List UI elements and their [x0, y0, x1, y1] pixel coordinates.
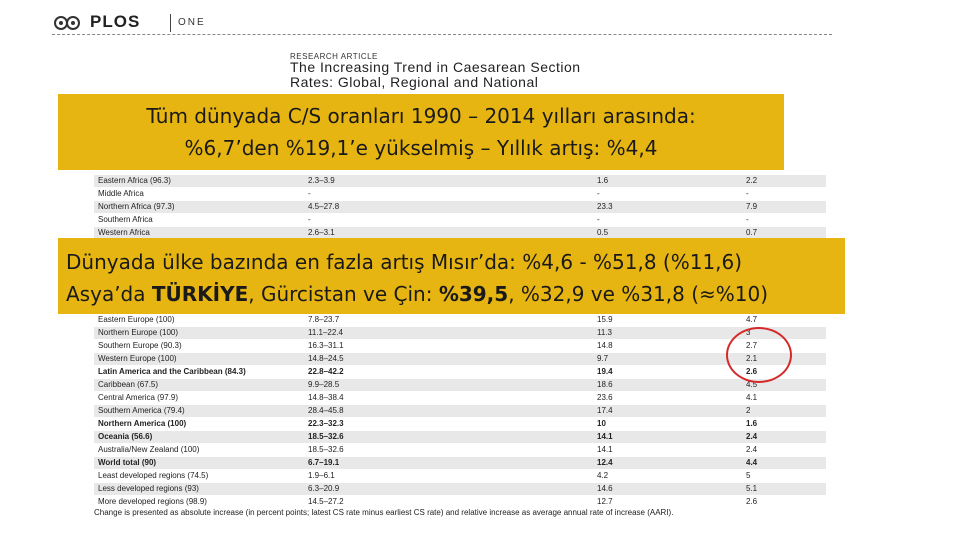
table-cell-region: More developed regions (98.9) — [98, 497, 207, 506]
table-row — [94, 201, 826, 213]
table-cell-range: 18.5–32.6 — [308, 445, 344, 454]
table-cell-aari: 2.4 — [746, 432, 758, 441]
table-cell-abs: 18.6 — [597, 380, 613, 389]
table-cell-abs: 19.4 — [597, 367, 613, 376]
journal-logo-text: PLOS — [90, 12, 141, 31]
table-cell-range: 28.4–45.8 — [308, 406, 344, 415]
table-cell-range: 18.5–32.6 — [308, 432, 344, 441]
banner-text: , %32,9 ve %31,8 (≈%10) — [508, 282, 769, 306]
summary-banner-country — [58, 238, 845, 314]
article-title — [290, 60, 820, 90]
banner-text: , Gürcistan ve Çin: — [248, 282, 439, 306]
table-row — [94, 379, 826, 391]
table-row — [94, 431, 826, 443]
table-cell-abs: 4.2 — [597, 471, 609, 480]
table-cell-region: Least developed regions (74.5) — [98, 471, 209, 480]
table-cell-abs: 14.8 — [597, 341, 613, 350]
table-cell-aari: - — [746, 189, 749, 198]
banner-line: Tüm dünyada C/S oranları 1990 – 2014 yılları arasında: — [146, 104, 696, 128]
table-cell-abs: 14.1 — [597, 445, 613, 454]
table-cell-abs: 23.6 — [597, 393, 613, 402]
logo-separator — [170, 14, 171, 32]
table-cell-abs: 15.9 — [597, 315, 613, 324]
table-cell-region: Northern Africa (97.3) — [98, 202, 175, 211]
table-cell-abs: - — [597, 215, 600, 224]
table-cell-range: 16.3–31.1 — [308, 341, 344, 350]
table-cell-aari: 7.9 — [746, 202, 758, 211]
table-cell-abs: 12.7 — [597, 497, 613, 506]
header-rule — [52, 34, 832, 35]
table-row — [94, 353, 826, 365]
table-cell-range: 14.5–27.2 — [308, 497, 344, 506]
table-cell-region: World total (90) — [98, 458, 157, 467]
table-cell-region: Caribbean (67.5) — [98, 380, 159, 389]
table-row — [94, 444, 826, 456]
table-cell-range: 14.8–38.4 — [308, 393, 344, 402]
table-cell-range: 6.3–20.9 — [308, 484, 340, 493]
banner-line: %6,7’den %19,1’e yükselmiş – Yıllık artış: %4,4 — [184, 136, 658, 160]
banner-emphasis-rate: %39,5 — [438, 282, 509, 306]
table-cell-range: 2.3–3.9 — [308, 176, 335, 185]
table-row — [94, 418, 826, 430]
table-cell-aari: 2.2 — [746, 176, 758, 185]
table-row — [94, 483, 826, 495]
table-cell-abs: 23.3 — [597, 202, 613, 211]
table-footnote: Change is presented as absolute increase (in percent points; latest CS rate minus earliest CS rate) and relative increase as average annual rate of increase (AARI). — [94, 508, 674, 517]
table-cell-abs: 14.1 — [597, 432, 613, 441]
table-cell-abs: 10 — [597, 419, 606, 428]
table-row — [94, 188, 826, 200]
table-row — [94, 366, 826, 378]
table-cell-aari: 5 — [746, 471, 751, 480]
table-cell-range: - — [308, 215, 311, 224]
table-cell-abs: 14.6 — [597, 484, 613, 493]
table-cell-range: 11.1–22.4 — [308, 328, 343, 337]
table-cell-aari: 4.5 — [746, 380, 758, 389]
table-cell-abs: 12.4 — [597, 458, 613, 467]
table-cell-aari: 2.4 — [746, 445, 758, 454]
table-cell-region: Australia/New Zealand (100) — [98, 445, 200, 454]
table-cell-range: 22.3–32.3 — [308, 419, 344, 428]
journal-header — [52, 8, 832, 36]
table-cell-range: - — [308, 189, 311, 198]
table-cell-aari: 1.6 — [746, 419, 758, 428]
table-cell-aari: 4.7 — [746, 315, 758, 324]
article-title-line: Rates: Global, Regional and National — [290, 74, 539, 90]
table-cell-region: Western Africa — [98, 228, 150, 237]
table-cell-range: 2.6–3.1 — [308, 228, 335, 237]
table-cell-abs: 0.5 — [597, 228, 609, 237]
summary-banner-global — [58, 94, 784, 170]
table-row — [94, 327, 826, 339]
table-cell-aari: 2.6 — [746, 497, 758, 506]
table-cell-region: Southern America (79.4) — [98, 406, 185, 415]
table-cell-aari: 0.7 — [746, 228, 758, 237]
table-cell-range: 7.8–23.7 — [308, 315, 340, 324]
table-cell-region: Western Europe (100) — [98, 354, 177, 363]
table-cell-abs: 17.4 — [597, 406, 613, 415]
table-cell-range: 9.9–28.5 — [308, 380, 340, 389]
table-cell-aari: 2.7 — [746, 341, 758, 350]
table-row — [94, 175, 826, 187]
table-row — [94, 214, 826, 226]
table-cell-aari: 4.1 — [746, 393, 758, 402]
table-cell-region: Middle Africa — [98, 189, 144, 198]
table-cell-region: Southern Europe (90.3) — [98, 341, 182, 350]
table-row — [94, 457, 826, 469]
table-row — [94, 405, 826, 417]
table-row — [94, 340, 826, 352]
table-cell-region: Northern Europe (100) — [98, 328, 179, 337]
highlight-circle — [726, 327, 792, 383]
table-cell-region: Northern America (100) — [98, 419, 187, 428]
journal-logo-subtext: ONE — [178, 17, 206, 28]
table-cell-aari: - — [746, 215, 749, 224]
table-cell-aari: 2.1 — [746, 354, 758, 363]
table-cell-range: 1.9–6.1 — [308, 471, 335, 480]
table-cell-region: Southern Africa — [98, 215, 153, 224]
table-cell-region: Oceania (56.6) — [98, 432, 153, 441]
table-cell-region: Eastern Europe (100) — [98, 315, 175, 324]
table-cell-region: Less developed regions (93) — [98, 484, 199, 493]
table-cell-range: 4.5–27.8 — [308, 202, 340, 211]
banner-line: Dünyada ülke bazında en fazla artış Mısır’da: %4,6 - %51,8 (%11,6) — [66, 250, 743, 274]
table-cell-range: 14.8–24.5 — [308, 354, 344, 363]
table-cell-region: Central America (97.9) — [98, 393, 179, 402]
table-cell-region: Latin America and the Caribbean (84.3) — [98, 367, 246, 376]
banner-text: Asya’da — [66, 282, 152, 306]
table-cell-abs: 9.7 — [597, 354, 609, 363]
plos-logo-icon — [52, 14, 82, 32]
article-title-line: The Increasing Trend in Caesarean Section — [290, 59, 581, 75]
table-cell-aari: 2 — [746, 406, 751, 415]
table-row — [94, 470, 826, 482]
table-cell-range: 6.7–19.1 — [308, 458, 340, 467]
table-cell-abs: 11.3 — [597, 328, 612, 337]
banner-line — [66, 278, 845, 310]
table-cell-range: 22.8–42.2 — [308, 367, 344, 376]
article-type: RESEARCH ARTICLE — [290, 52, 378, 61]
banner-emphasis-country: TÜRKİYE — [151, 282, 249, 306]
table-cell-region: Eastern Africa (96.3) — [98, 176, 171, 185]
table-cell-aari: 5.1 — [746, 484, 758, 493]
table-cell-abs: 1.6 — [597, 176, 609, 185]
table-row — [94, 314, 826, 326]
table-row — [94, 392, 826, 404]
table-cell-aari: 2.6 — [746, 367, 758, 376]
table-cell-aari: 4.4 — [746, 458, 758, 467]
table-cell-aari: 3 — [746, 328, 751, 337]
table-cell-abs: - — [597, 189, 600, 198]
